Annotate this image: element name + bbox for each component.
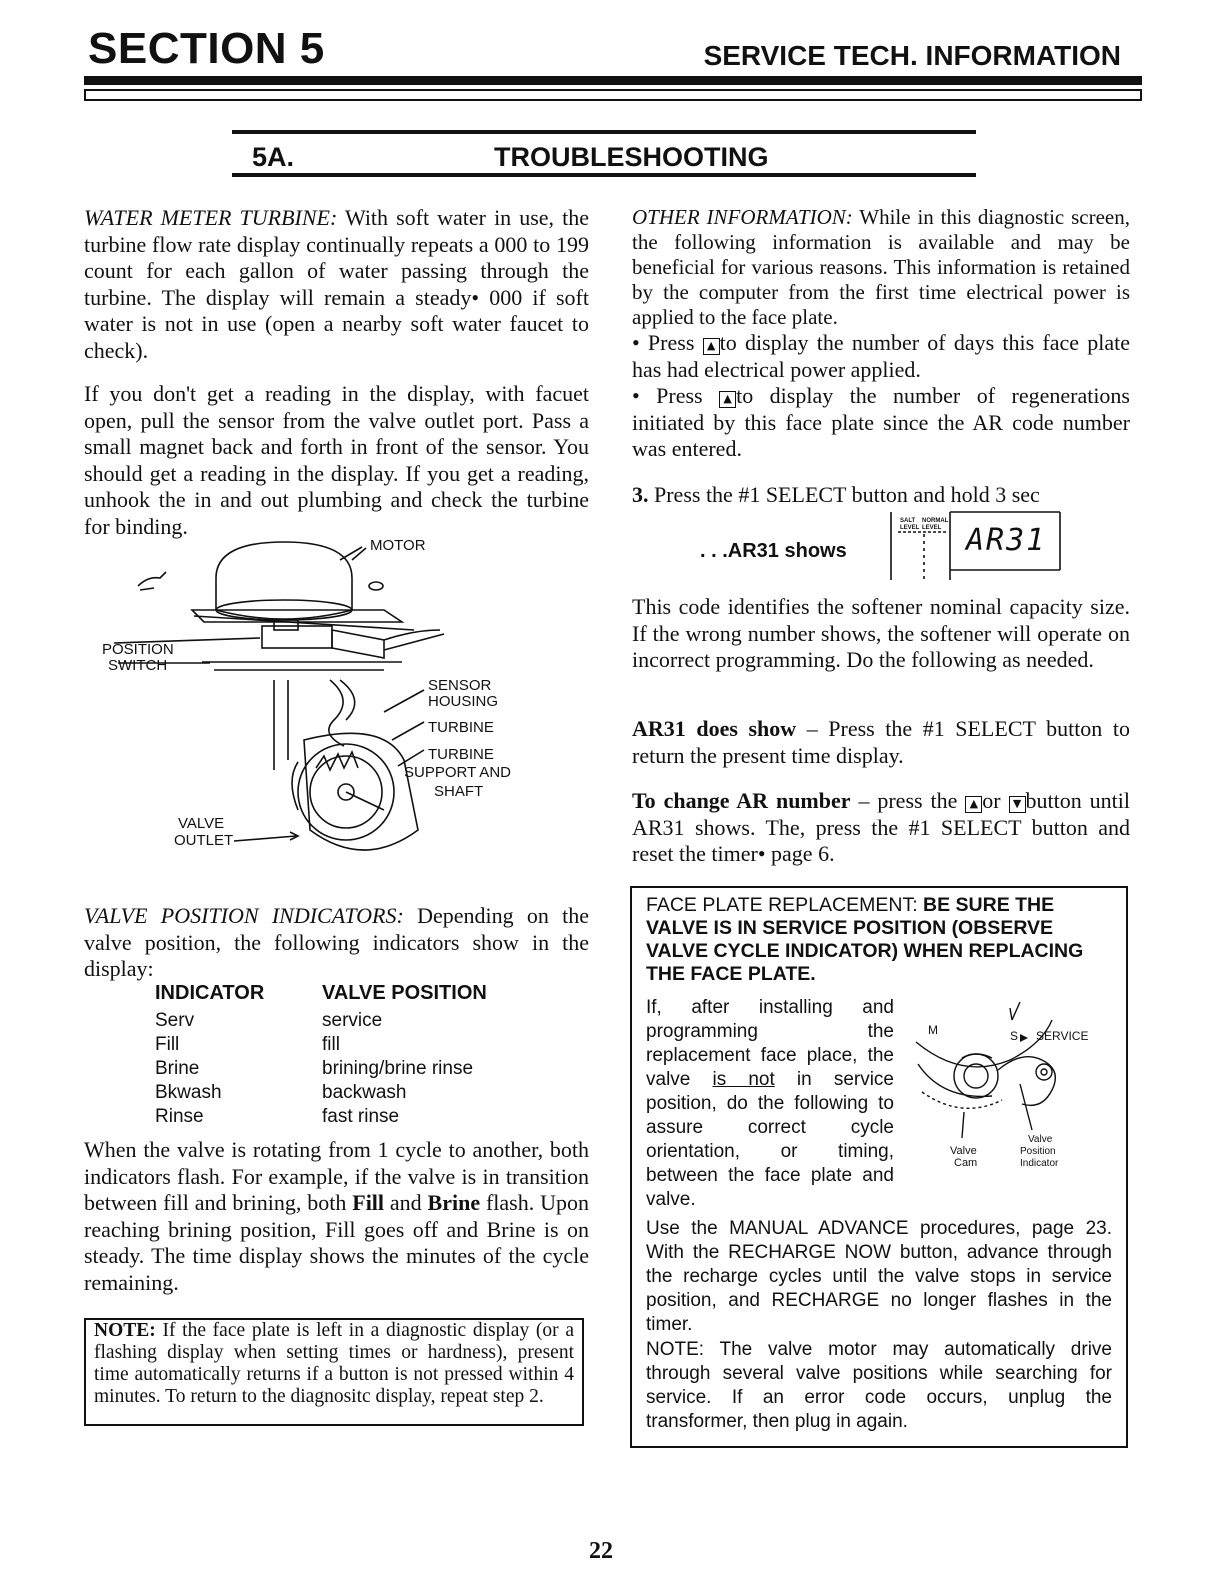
face-plate-title-warning: BE SURE THE VALVE IS IN SERVICE POSITION (OBSERVE VALVE CYCLE INDICATOR) WHEN REPLACING THE FACE PLATE. <box>646 894 1084 985</box>
step-3 <box>632 482 1130 509</box>
label-m: M <box>928 1023 938 1037</box>
label-valve-cam: Valve <box>950 1145 977 1157</box>
step-number: 3. <box>632 482 649 507</box>
display-label: LEVEL <box>900 525 920 531</box>
indicator-cell: Rinse <box>155 1106 204 1127</box>
subsection-rule-top <box>232 130 976 134</box>
position-cell: service <box>322 1010 383 1031</box>
if-text-2: in service position, do the following to assure correct cycle orientation, or timing, between the face plate and valve. <box>646 1069 894 1210</box>
label-s: S <box>1010 1029 1019 1043</box>
label-valve-cam: Cam <box>954 1157 978 1169</box>
indicator-cell: Brine <box>155 1058 200 1079</box>
label-sensor: SENSOR <box>428 677 492 694</box>
label-housing: HOUSING <box>428 693 499 710</box>
ar-shows-paragraph <box>632 716 1130 769</box>
table-row <box>155 1082 575 1106</box>
water-meter-lead: WATER METER TURBINE: <box>84 205 338 230</box>
ar-code-display <box>890 510 1062 582</box>
label-service: SERVICE <box>1036 1029 1089 1043</box>
section-subtitle: SERVICE TECH. INFORMATION <box>703 40 1121 71</box>
up-arrow-icon: ▲ <box>965 796 982 813</box>
if-text-1: If, after installing and programming the replacement face place, the valve <box>646 997 894 1090</box>
water-meter-text: With soft water in use, the turbine flow rate display continually repeats a 000 to 199 count for each gallon of water passing through the turbine. The display will remain a steady• 000 if soft water is not in use (open a nearby soft water faucet to check). <box>84 205 589 363</box>
code-paragraph: This code identifies the softener nominal capacity size. If the wrong number shows, the softener will operate on incorrect programming. Do the following as needed. <box>632 594 1130 672</box>
other-info-paragraph <box>632 205 1130 330</box>
rotating-text-2: and <box>384 1190 428 1215</box>
table-row <box>155 1058 575 1082</box>
label-valve-position-indicator: Indicator <box>1020 1158 1059 1169</box>
rotating-text-3: flash. Upon reaching brining position, Fill goes off and Brine is on steady. The time display shows the minutes of the cycle remaining. <box>84 1190 590 1295</box>
bullet-days <box>632 330 1130 383</box>
bullet-text: to display the number of days this face plate has had electrical power applied. <box>632 330 1130 382</box>
other-info-lead: OTHER INFORMATION: <box>632 205 853 229</box>
subsection-heading: TROUBLESHOOTING <box>494 142 769 172</box>
face-plate-box <box>630 886 1128 1448</box>
label-valve: VALVE <box>178 815 225 832</box>
header-rule <box>84 76 1142 85</box>
rotating-text-1: When the valve is rotating from 1 cycle to another, both indicators flash. For example, if the valve is in transition between fill and brining, both <box>84 1137 589 1215</box>
label-switch: SWITCH <box>108 657 168 674</box>
indicator-cell: Serv <box>155 1010 195 1031</box>
valve-cam-diagram <box>902 1000 1122 1192</box>
label-motor: MOTOR <box>370 537 426 554</box>
section-title: SECTION 5 <box>88 24 325 73</box>
ar-change-text-2: or <box>982 788 1009 813</box>
note-lead: NOTE: <box>94 1320 156 1341</box>
position-cell: brining/brine rinse <box>322 1058 474 1079</box>
down-arrow-icon: ▼ <box>1009 796 1026 813</box>
label-valve-position-indicator: Position <box>1020 1146 1056 1157</box>
bullet-prefix: • Press <box>632 330 703 355</box>
position-cell: fill <box>322 1034 340 1055</box>
label-turbine-2: TURBINE <box>428 746 494 763</box>
no-reading-paragraph: If you don't get a reading in the display, with facuet open, pull the sensor from the valve outlet port. Pass a small magnet back and forth in front of the sensor. You should get a reading in the display. If you get a reading, unhook the in and out plumbing and check the turbine for binding. <box>84 381 589 539</box>
ar-change-text-3: button until AR31 shows. The, press the #1 SELECT button and reset the timer• page 6. <box>632 788 1131 866</box>
brine-keyword: Brine <box>427 1190 481 1215</box>
header-rule-outline <box>84 89 1142 101</box>
subsection-number: 5A. <box>252 142 295 172</box>
face-plate-if-paragraph <box>646 996 894 1212</box>
ar-change-lead: To change AR number <box>632 788 851 813</box>
display-label: LEVEL <box>922 525 942 531</box>
ar-change-text-1: – press the <box>850 788 966 813</box>
valve-indicators-lead: VALVE POSITION INDICATORS: <box>84 903 404 928</box>
label-outlet: OUTLET <box>174 832 234 849</box>
note-box <box>84 1318 584 1426</box>
header-valve-position: VALVE POSITION <box>322 982 487 1004</box>
indicator-table-header <box>155 982 575 1010</box>
display-readout: AR31 <box>966 523 1047 558</box>
position-cell: backwash <box>322 1082 407 1103</box>
face-plate-use-paragraph: Use the MANUAL ADVANCE procedures, page 23. With the RECHARGE NOW button, advance through the recharge cycles until the valve stops in service position, and RECHARGE no longer flashes in the timer. <box>646 1218 1112 1335</box>
subsection-rule-bottom <box>232 173 976 177</box>
up-arrow-icon: ▲ <box>719 391 736 408</box>
face-plate-title <box>646 894 1112 986</box>
ar31-shows-label: . . .AR31 shows <box>700 540 847 562</box>
rotating-paragraph <box>84 1137 589 1296</box>
header-indicator: INDICATOR <box>155 982 265 1004</box>
ar-shows-lead: AR31 does show <box>632 716 797 741</box>
step-text: Press the #1 SELECT button and hold 3 sec <box>648 482 1040 507</box>
position-cell: fast rinse <box>322 1106 400 1127</box>
indicator-table <box>155 982 575 1130</box>
label-shaft: SHAFT <box>434 783 484 800</box>
is-not-emphasis: is not <box>712 1069 775 1090</box>
water-meter-paragraph <box>84 205 589 364</box>
ar-shows-text: – Press the #1 SELECT button to return the present time display. <box>632 716 1130 768</box>
table-row <box>155 1106 575 1130</box>
label-valve-position-indicator: Valve <box>1028 1134 1053 1145</box>
bullet-list <box>632 330 1130 463</box>
valve-indicators-paragraph <box>84 903 589 983</box>
face-plate-title-lead: FACE PLATE REPLACEMENT: <box>646 894 924 916</box>
label-position: POSITION <box>102 641 174 658</box>
ar-change-paragraph <box>632 788 1130 868</box>
display-label: SALT <box>900 518 916 524</box>
face-plate-note-paragraph: NOTE: The valve motor may automatically drive through several valve positions while searching for service. If an error code occurs, unplug the transformer, then plug in again. <box>646 1339 1112 1432</box>
bullet-regenerations <box>632 383 1130 463</box>
other-info-text: While in this diagnostic screen, the following information is available and may be beneficial for various reasons. This information is retained by the computer from the first time electrical power is applied to the face plate. <box>632 205 1130 329</box>
valve-indicators-text: Depending on the valve position, the following indicators show in the display: <box>84 903 589 981</box>
note-text: If the face plate is left in a diagnostic display (or a flashing display when setting times or hardness), present time automatically returns if a button is not pressed within 4 minutes. To return to the diagnositc display, repeat step 2. <box>94 1320 574 1407</box>
bullet-prefix: • Press <box>632 383 720 408</box>
page-number: 22 <box>589 1538 613 1564</box>
up-arrow-icon: ▲ <box>703 338 720 355</box>
label-turbine: TURBINE <box>428 719 494 736</box>
table-row <box>155 1010 575 1034</box>
label-support: SUPPORT AND <box>404 764 511 781</box>
indicator-cell: Fill <box>155 1034 180 1055</box>
display-label: NORMAL <box>922 518 949 524</box>
turbine-assembly-figure <box>84 530 584 870</box>
bullet-text: to display the number of regenerations initiated by this face plate since the AR code number was entered. <box>632 383 1130 461</box>
table-row <box>155 1034 575 1058</box>
indicator-cell: Bkwash <box>155 1082 222 1103</box>
fill-keyword: Fill <box>352 1190 385 1215</box>
